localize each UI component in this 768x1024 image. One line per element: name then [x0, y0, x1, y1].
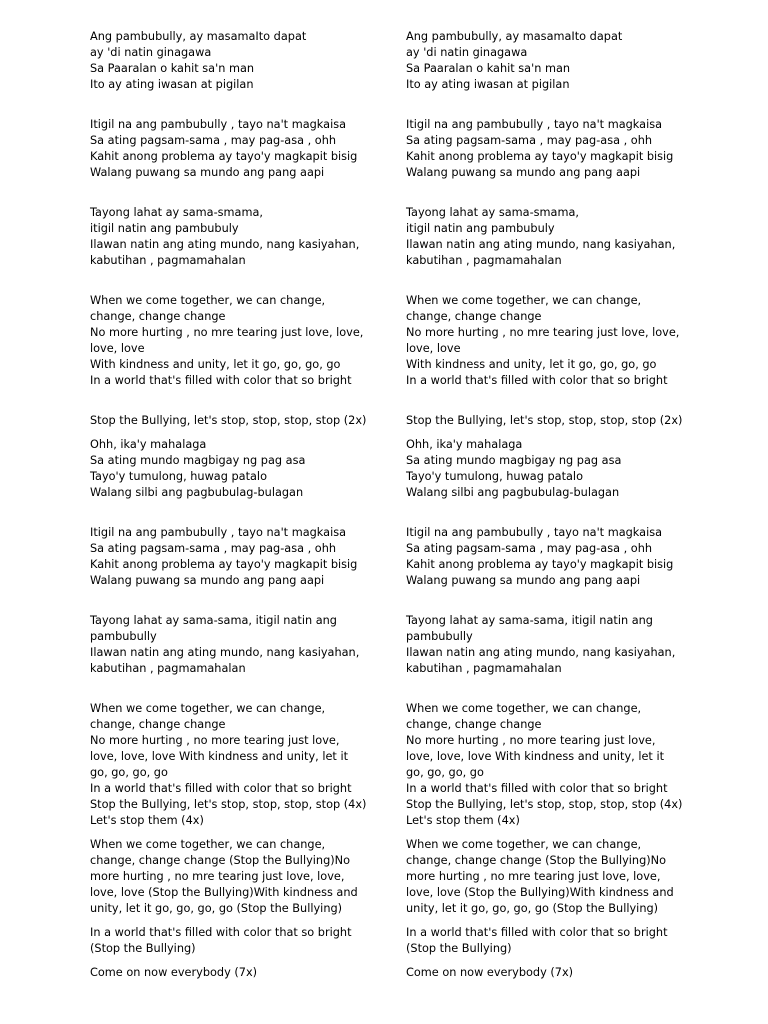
right-stanza-5 — [406, 413, 696, 429]
lyric-line: Ang pambubully, ay masamaIto dapat — [406, 30, 623, 43]
lyric-line: Itigil na ang pambubully , tayo na't magkaisa — [90, 118, 347, 131]
lyric-line: Sa Paaralan o kahit sa'n man — [406, 62, 571, 75]
lyric-line: Sa ating pagsam-sama , may pag-asa , ohh — [406, 542, 653, 555]
lyric-line: Walang silbi ang pagbubulag-bulagan — [90, 486, 304, 499]
lyric-line: unity, let it go, go, go, go (Stop the Bullying) — [406, 902, 659, 915]
lyric-line: Tayong lahat ay sama-smama, — [90, 206, 263, 219]
lyric-line: In a world that's filled with color that so bright — [90, 926, 352, 939]
left-stanza-9 — [90, 701, 380, 829]
lyric-line: kabutihan , pagmamahalan — [406, 254, 562, 267]
right-stanza-3 — [406, 205, 696, 269]
left-stanza-12 — [90, 965, 380, 981]
right-stanza-8 — [406, 613, 696, 677]
lyric-line: pambubully — [90, 630, 157, 643]
lyric-line: Walang puwang sa mundo ang pang aapi — [90, 574, 325, 587]
lyric-line: Ito ay ating iwasan at pigilan — [90, 78, 254, 91]
lyric-line: change, change change — [90, 718, 226, 731]
lyric-line: change, change change (Stop the Bullying)No — [406, 854, 667, 867]
lyric-line: kabutihan , pagmamahalan — [90, 254, 246, 267]
lyric-line: Ilawan natin ang ating mundo, nang kasiyahan, — [90, 646, 360, 659]
lyric-line: love, love (Stop the Bullying)With kindness and — [406, 886, 674, 899]
right-stanza-10 — [406, 837, 696, 917]
lyric-line: ay 'di natin ginagawa — [406, 46, 528, 59]
lyric-line: Itigil na ang pambubully , tayo na't magkaisa — [406, 526, 663, 539]
lyric-line: When we come together, we can change, — [406, 294, 642, 307]
left-stanza-7 — [90, 525, 380, 589]
lyric-line: When we come together, we can change, — [90, 294, 326, 307]
lyric-line: Come on now everybody (7x) — [406, 966, 574, 979]
lyric-line: Tayong lahat ay sama-sama, itigil natin ang — [90, 614, 337, 627]
lyric-line: Kahit anong problema ay tayo'y magkapit bisig — [406, 150, 674, 163]
lyric-line: love, love — [406, 342, 461, 355]
lyric-line: Sa ating pagsam-sama , may pag-asa , ohh — [406, 134, 653, 147]
lyric-line: Sa ating pagsam-sama , may pag-asa , ohh — [90, 542, 337, 555]
lyric-line: Come on now everybody (7x) — [90, 966, 258, 979]
right-stanza-1 — [406, 29, 696, 93]
lyric-line: more hurting , no mre tearing just love, love, — [406, 870, 661, 883]
lyric-line: Ang pambubully, ay masamaIto dapat — [90, 30, 307, 43]
lyric-line: ay 'di natin ginagawa — [90, 46, 212, 59]
lyric-line: Let's stop them (4x) — [406, 814, 520, 827]
lyric-line: kabutihan , pagmamahalan — [406, 662, 562, 675]
lyric-line: love, love, love With kindness and unity, let it — [90, 750, 349, 763]
left-stanza-3 — [90, 205, 380, 269]
lyric-line: Let's stop them (4x) — [90, 814, 204, 827]
right-stanza-4 — [406, 293, 696, 389]
lyric-line: Tayo'y tumulong, huwag patalo — [406, 470, 583, 483]
lyric-line: No more hurting , no more tearing just love, — [90, 734, 340, 747]
lyric-line: change, change change (Stop the Bullying)No — [90, 854, 351, 867]
lyric-line: When we come together, we can change, — [406, 702, 642, 715]
lyric-line: Tayo'y tumulong, huwag patalo — [90, 470, 267, 483]
lyric-line: more hurting , no mre tearing just love, love, — [90, 870, 345, 883]
lyric-line: Tayong lahat ay sama-smama, — [406, 206, 579, 219]
lyric-line: Tayong lahat ay sama-sama, itigil natin ang — [406, 614, 653, 627]
lyric-line: Kahit anong problema ay tayo'y magkapit bisig — [406, 558, 674, 571]
lyric-line: Sa ating mundo magbigay ng pag asa — [90, 454, 306, 467]
lyric-line: In a world that's filled with color that so bright — [90, 374, 352, 387]
lyric-line: love, love — [90, 342, 145, 355]
lyric-line: Walang silbi ang pagbubulag-bulagan — [406, 486, 620, 499]
lyric-line: change, change change — [90, 310, 226, 323]
left-stanza-1 — [90, 29, 380, 93]
lyrics-column-left — [90, 29, 380, 981]
lyric-line: change, change change — [406, 718, 542, 731]
lyric-line: In a world that's filled with color that so bright — [406, 782, 668, 795]
left-stanza-2 — [90, 117, 380, 181]
lyric-line: Sa ating pagsam-sama , may pag-asa , ohh — [90, 134, 337, 147]
lyric-line: In a world that's filled with color that so bright — [406, 374, 668, 387]
lyric-line: In a world that's filled with color that so bright — [406, 926, 668, 939]
lyric-line: Kahit anong problema ay tayo'y magkapit bisig — [90, 558, 358, 571]
lyric-line: itigil natin ang pambubuly — [406, 222, 555, 235]
lyric-line: love, love (Stop the Bullying)With kindness and — [90, 886, 358, 899]
lyric-line: With kindness and unity, let it go, go, go, go — [90, 358, 341, 371]
lyric-line: Itigil na ang pambubully , tayo na't magkaisa — [406, 118, 663, 131]
lyric-line: (Stop the Bullying) — [90, 942, 196, 955]
right-stanza-11 — [406, 925, 696, 957]
lyric-line: Stop the Bullying, let's stop, stop, stop, stop (2x) — [406, 414, 683, 427]
right-stanza-9 — [406, 701, 696, 829]
left-stanza-11 — [90, 925, 380, 957]
lyric-line: kabutihan , pagmamahalan — [90, 662, 246, 675]
lyric-line: Sa Paaralan o kahit sa'n man — [90, 62, 255, 75]
left-stanza-6 — [90, 437, 380, 501]
right-stanza-12 — [406, 965, 696, 981]
lyric-line: Stop the Bullying, let's stop, stop, stop, stop (4x) — [406, 798, 683, 811]
lyric-line: go, go, go, go — [406, 766, 484, 779]
lyrics-column-right — [406, 29, 696, 981]
lyric-line: pambubully — [406, 630, 473, 643]
left-stanza-5 — [90, 413, 380, 429]
lyric-line: With kindness and unity, let it go, go, go, go — [406, 358, 657, 371]
lyric-line: love, love, love With kindness and unity, let it — [406, 750, 665, 763]
lyric-line: Ohh, ika'y mahalaga — [90, 438, 207, 451]
left-stanza-10 — [90, 837, 380, 917]
lyric-line: Ilawan natin ang ating mundo, nang kasiyahan, — [406, 238, 676, 251]
lyric-line: itigil natin ang pambubuly — [90, 222, 239, 235]
lyric-line: No more hurting , no more tearing just love, — [406, 734, 656, 747]
lyric-line: Ohh, ika'y mahalaga — [406, 438, 523, 451]
lyric-line: In a world that's filled with color that so bright — [90, 782, 352, 795]
lyric-line: Walang puwang sa mundo ang pang aapi — [406, 574, 641, 587]
lyric-line: (Stop the Bullying) — [406, 942, 512, 955]
right-stanza-2 — [406, 117, 696, 181]
lyric-line: Walang puwang sa mundo ang pang aapi — [406, 166, 641, 179]
lyric-line: No more hurting , no mre tearing just love, love, — [90, 326, 364, 339]
lyric-line: go, go, go, go — [90, 766, 168, 779]
lyric-line: Ilawan natin ang ating mundo, nang kasiyahan, — [90, 238, 360, 251]
lyric-line: Kahit anong problema ay tayo'y magkapit bisig — [90, 150, 358, 163]
left-stanza-8 — [90, 613, 380, 677]
right-stanza-7 — [406, 525, 696, 589]
lyric-line: Walang puwang sa mundo ang pang aapi — [90, 166, 325, 179]
lyric-line: Itigil na ang pambubully , tayo na't magkaisa — [90, 526, 347, 539]
lyric-line: No more hurting , no mre tearing just love, love, — [406, 326, 680, 339]
lyric-line: Stop the Bullying, let's stop, stop, stop, stop (4x) — [90, 798, 367, 811]
lyric-line: unity, let it go, go, go, go (Stop the Bullying) — [90, 902, 343, 915]
lyric-line: Ilawan natin ang ating mundo, nang kasiyahan, — [406, 646, 676, 659]
lyric-line: Stop the Bullying, let's stop, stop, stop, stop (2x) — [90, 414, 367, 427]
lyric-line: Ito ay ating iwasan at pigilan — [406, 78, 570, 91]
lyric-line: When we come together, we can change, — [406, 838, 642, 851]
left-stanza-4 — [90, 293, 380, 389]
lyric-line: change, change change — [406, 310, 542, 323]
lyric-line: Sa ating mundo magbigay ng pag asa — [406, 454, 622, 467]
lyric-line: When we come together, we can change, — [90, 702, 326, 715]
right-stanza-6 — [406, 437, 696, 501]
lyric-line: When we come together, we can change, — [90, 838, 326, 851]
